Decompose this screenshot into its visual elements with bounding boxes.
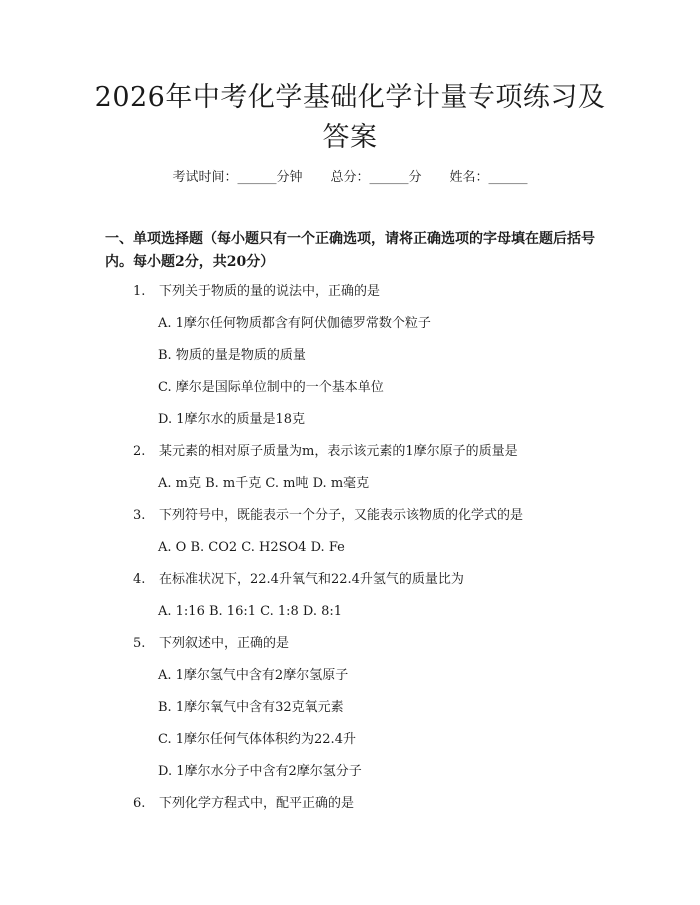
question-1-option-a: A. 1摩尔任何物质都含有阿伏伽德罗常数个粒子 [158, 316, 431, 331]
question-2 [133, 442, 518, 462]
document-title: 2026年中考化学基础化学计量专项练习及答案 [94, 82, 606, 153]
question-stem: 某元素的相对原子质量为m，表示该元素的1摩尔原子的质量是 [159, 444, 518, 459]
student-name: 姓名：______ [449, 170, 528, 185]
exam-info [0, 168, 700, 188]
question-1-option-d: D. 1摩尔水的质量是18克 [158, 412, 306, 427]
question-stem: 下列符号中，既能表示一个分子，又能表示该物质的化学式的是 [159, 508, 524, 523]
question-6 [133, 794, 354, 814]
question-number: 3. [133, 508, 146, 523]
question-1-option-b: B. 物质的量是物质的质量 [158, 348, 306, 363]
question-3 [133, 506, 523, 526]
question-number: 4. [133, 572, 146, 587]
question-number: 5. [133, 636, 146, 651]
question-3-options: A. O B. CO2 C. H2SO4 D. Fe [158, 540, 345, 555]
total-score: 总分：______分 [330, 170, 422, 185]
question-number: 2. [133, 444, 146, 459]
question-1-option-c: C. 摩尔是国际单位制中的一个基本单位 [158, 380, 384, 395]
question-1 [133, 282, 380, 302]
question-number: 1. [133, 284, 146, 299]
question-4 [133, 570, 464, 590]
question-stem: 在标准状况下，22.4升氧气和22.4升氢气的质量比为 [159, 572, 464, 587]
question-2-options: A. m克 B. m千克 C. m吨 D. m毫克 [158, 476, 370, 491]
question-5-option-b: B. 1摩尔氧气中含有32克氧元素 [158, 700, 344, 715]
section-heading: 一、单项选择题（每小题只有一个正确选项，请将正确选项的字母填在题后括号内。每小题2分，共20分） [105, 231, 595, 270]
question-stem: 下列化学方程式中，配平正确的是 [159, 796, 355, 811]
question-stem: 下列叙述中，正确的是 [159, 636, 290, 651]
exam-time: 考试时间：______分钟 [172, 170, 303, 185]
question-5-option-d: D. 1摩尔水分子中含有2摩尔氢分子 [158, 764, 362, 779]
question-5 [133, 634, 289, 654]
question-number: 6. [133, 796, 146, 811]
question-stem: 下列关于物质的量的说法中，正确的是 [159, 284, 381, 299]
question-5-option-c: C. 1摩尔任何气体体积约为22.4升 [158, 732, 356, 747]
question-4-options: A. 1:16 B. 16:1 C. 1:8 D. 8:1 [158, 604, 343, 619]
question-5-option-a: A. 1摩尔氢气中含有2摩尔氢原子 [158, 668, 349, 683]
